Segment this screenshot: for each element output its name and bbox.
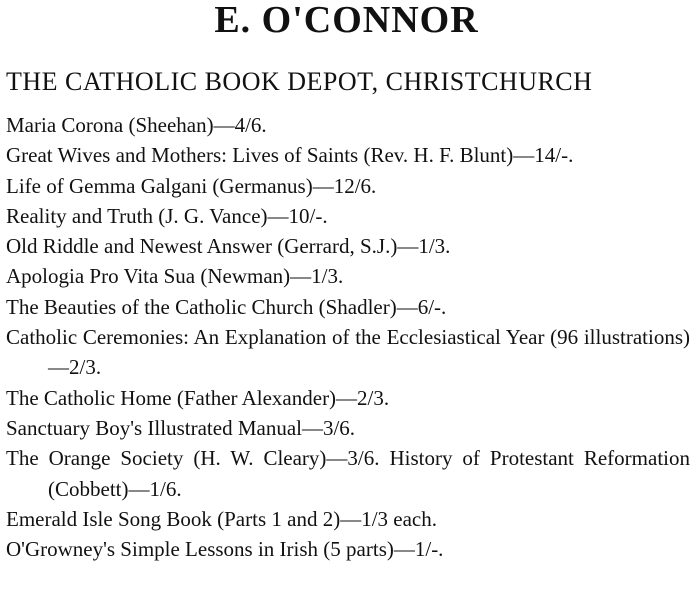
list-item: O'Growney's Simple Lessons in Irish (5 parts)—1/-. — [6, 537, 444, 562]
list-item: The Orange Society (H. W. Cleary)—3/6. History of Protestant Reformation (Cobbett)—1/6. — [6, 446, 690, 501]
page-subtitle: THE CATHOLIC BOOK DEPOT, CHRISTCHURCH — [6, 67, 593, 96]
list-item: Old Riddle and Newest Answer (Gerrard, S.J.)—1/3. — [6, 234, 451, 259]
list-item: Life of Gemma Galgani (Germanus)—12/6. — [6, 173, 377, 198]
page-title: E. O'CONNOR — [214, 0, 479, 41]
list-item: Catholic Ceremonies: An Explanation of the Ecclesiastical Year (96 illustrations)—2/3. — [6, 325, 690, 380]
list-item: Reality and Truth (J. G. Vance)—10/-. — [6, 203, 328, 228]
book-list — [6, 110, 690, 564]
list-item: Great Wives and Mothers: Lives of Saints (Rev. H. F. Blunt)—14/-. — [6, 143, 574, 168]
list-item: Apologia Pro Vita Sua (Newman)—1/3. — [6, 264, 344, 289]
list-item: The Catholic Home (Father Alexander)—2/3. — [6, 385, 390, 410]
list-item: The Beauties of the Catholic Church (Shadler)—6/-. — [6, 294, 447, 319]
list-item: Sanctuary Boy's Illustrated Manual—3/6. — [6, 415, 356, 440]
list-item: Maria Corona (Sheehan)—4/6. — [6, 113, 267, 137]
list-item: Emerald Isle Song Book (Parts 1 and 2)—1/3 each. — [6, 506, 437, 531]
